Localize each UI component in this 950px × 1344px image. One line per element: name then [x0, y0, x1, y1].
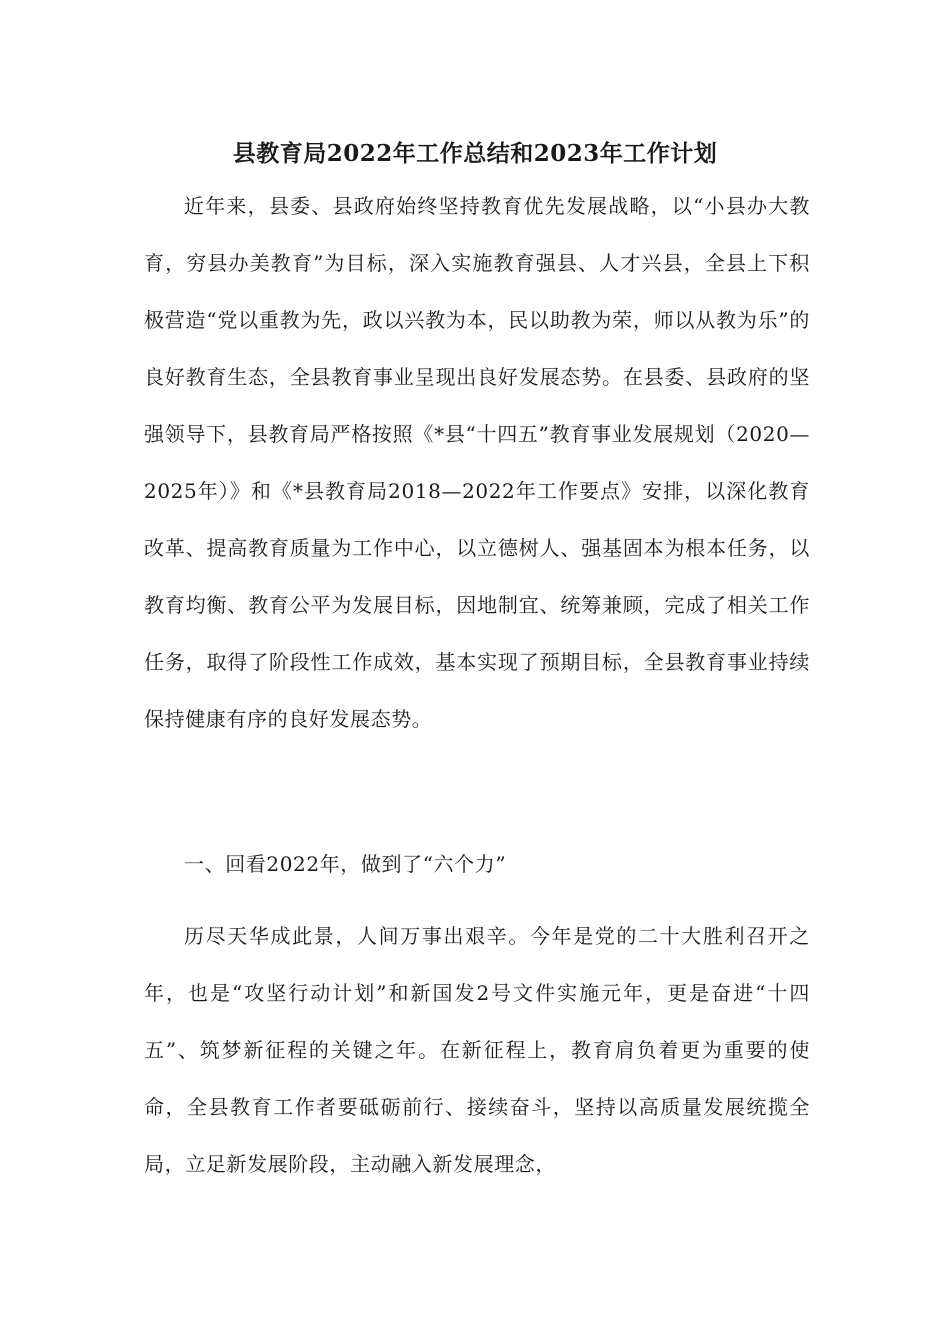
document-title: 县教育局2022年工作总结和2023年工作计划 [232, 140, 718, 167]
section-heading: 一、回看2022年，做到了“六个力” [184, 852, 507, 876]
intro-paragraph: 近年来，县委、县政府始终坚持教育优先发展战略，以“小县办大教育，穷县办美教育”为目标，深入实施教育强县、人才兴县，全县上下积极营造“党以重教为先，政以兴教为本，民以助教为荣，师以从教为乐”的良好教育生态，全县教育事业呈现出良好发展态势。在县委、县政府的坚强领导下，县教育局严格按照《*县“十四五”教育事业发展规划（2020—2025年）》和《*县教育局2018—2022年工作要点》安排，以深化教育改革、提高教育质量为工作中心，以立德树人、强基固本为根本任务，以教育均衡、教育公平为发展目标，因地制宜、统筹兼顾，完成了相关工作任务，取得了阶段性工作成效，基本实现了预期目标，全县教育事业持续保持健康有序的良好发展态势。 [144, 194, 810, 731]
body-paragraph: 历尽天华成此景，人间万事出艰辛。今年是党的二十大胜利召开之年，也是“攻坚行动计划”和新国发2号文件实施元年，更是奋进“十四五”、筑梦新征程的关键之年。在新征程上，教育肩负着更为重要的使命，全县教育工作者要砥砺前行、接续奋斗，坚持以高质量发展统揽全局，立足新发展阶段，主动融入新发展理念， [144, 924, 810, 1176]
